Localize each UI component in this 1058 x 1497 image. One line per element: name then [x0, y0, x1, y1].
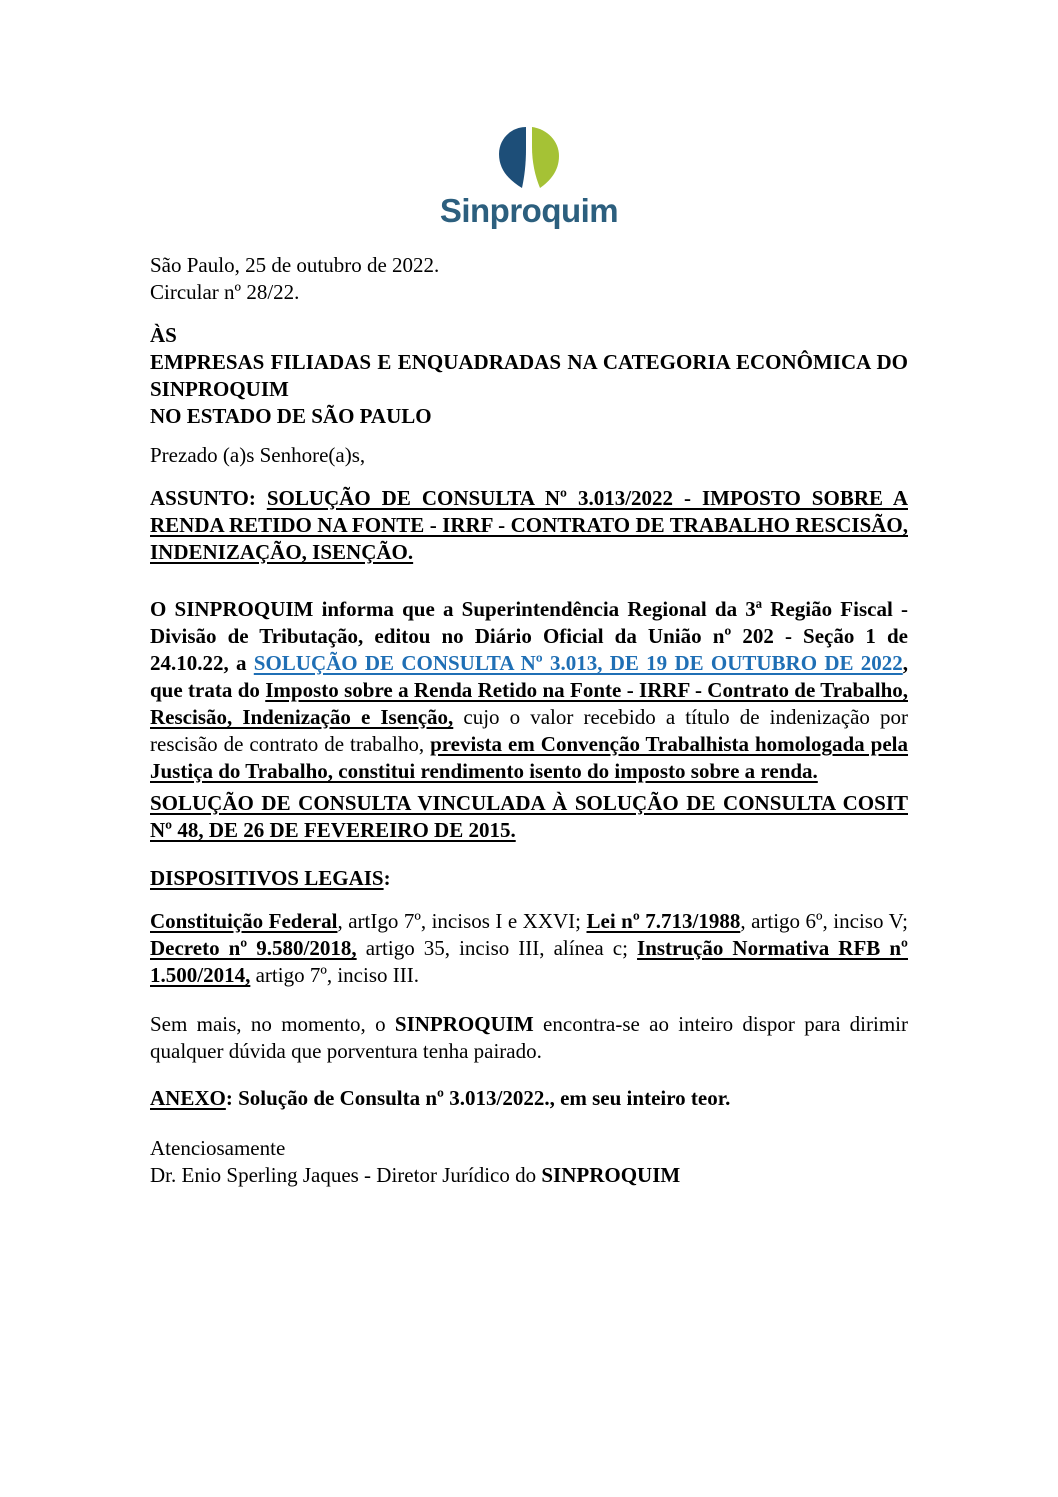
signature-name-line — [150, 1162, 908, 1189]
annex-text: : Solução de Consulta nº 3.013/2022., em seu inteiro teor. — [225, 1086, 731, 1110]
subject-paragraph — [150, 485, 908, 566]
citation-instrucao-normativa: Instrução Normativa RFB nº 1.500/2014, — [150, 936, 908, 987]
body-mid2: cujo o valor recebido a título de indenização por rescisão de contrato de trabalho, — [150, 705, 908, 756]
body-emphasis1: Imposto sobre a Renda Retido na Fonte - IRRF - Contrato de Trabalho, Rescisão, Indenização e Isenção, — [150, 678, 908, 729]
citation-sep4: artigo 7º, inciso III. — [250, 963, 419, 987]
recipient-line2: NO ESTADO DE SÃO PAULO — [150, 404, 432, 428]
signature-name: Dr. Enio Sperling Jaques - Diretor Jurídico do — [150, 1163, 542, 1187]
signature-regards: Atenciosamente — [150, 1136, 286, 1160]
citation-decreto: Decreto nº 9.580/2018, — [150, 936, 357, 960]
annex-label: ANEXO — [150, 1086, 226, 1110]
date-line: São Paulo, 25 de outubro de 2022. — [150, 253, 440, 277]
citation-lei: Lei nº 7.713/1988 — [586, 909, 741, 933]
logo-wordmark: Sinproquim — [439, 192, 619, 229]
citation-sep2: , artigo 6º, inciso V; — [740, 909, 909, 933]
recipient-to: ÀS — [150, 323, 177, 347]
logo-leaf-left — [499, 127, 526, 188]
logo-leaf-right — [532, 127, 559, 188]
legal-provisions-heading — [150, 865, 908, 892]
main-paragraph — [150, 596, 908, 785]
annex-line — [150, 1085, 908, 1112]
closing-post: encontra-se ao inteiro dispor para dirimir qualquer dúvida que porventura tenha pairado. — [150, 1012, 908, 1063]
citation-sep1: , artIgo 7º, incisos I e XXVI; — [337, 909, 587, 933]
signature-block — [150, 1135, 908, 1189]
signature-org: SINPROQUIM — [541, 1163, 681, 1187]
sinproquim-leaf-icon — [497, 126, 561, 189]
body-emphasis2: prevista em Convenção Trabalhista homologada pela Justiça do Trabalho, constitui rendimento isento do imposto sobre a renda. — [150, 732, 909, 783]
subject-label: ASSUNTO: — [150, 486, 267, 510]
logo — [0, 126, 1058, 230]
body-intro: O SINPROQUIM informa que a Superintendência Regional da 3ª Região Fiscal - Divisão de Tributação, editou no Diário Oficial da União nº 202 - Seção 1 de 24.10.22, a — [150, 597, 908, 675]
legal-heading-colon: : — [383, 866, 391, 890]
legal-heading-text: DISPOSITIVOS LEGAIS — [150, 866, 384, 890]
circular-number: Circular nº 28/22. — [150, 280, 300, 304]
letter-body — [150, 252, 908, 1189]
linked-ruling-text: SOLUÇÃO DE CONSULTA VINCULADA À SOLUÇÃO DE CONSULTA COSIT Nº 48, DE 26 DE FEVEREIRO DE 2015. — [150, 791, 908, 842]
greeting-line: Prezado (a)s Senhore(a)s, — [150, 443, 366, 467]
citation-sep3: artigo 35, inciso III, alínea c; — [356, 936, 638, 960]
subject-title: SOLUÇÃO DE CONSULTA Nº 3.013/2022 - IMPOSTO SOBRE A RENDA RETIDO NA FONTE - IRRF - CONTRATO DE TRABALHO RESCISÃO, INDENIZAÇÃO, ISENÇÃO. — [150, 486, 908, 564]
recipient-block — [150, 322, 908, 430]
body-mid1: , que trata do — [150, 651, 908, 702]
closing-paragraph — [150, 1011, 908, 1065]
linked-ruling-heading — [150, 790, 908, 844]
citation-constituicao: Constituição Federal — [150, 909, 338, 933]
solucao-consulta-link[interactable]: SOLUÇÃO DE CONSULTA Nº 3.013, DE 19 DE OUTUBRO DE 2022 — [253, 651, 903, 675]
legal-citations-paragraph — [150, 908, 908, 989]
closing-pre: Sem mais, no momento, o — [150, 1012, 395, 1036]
closing-org: SINPROQUIM — [394, 1012, 534, 1036]
recipient-line1: EMPRESAS FILIADAS E ENQUADRADAS NA CATEGORIA ECONÔMICA DO SINPROQUIM — [150, 350, 908, 401]
